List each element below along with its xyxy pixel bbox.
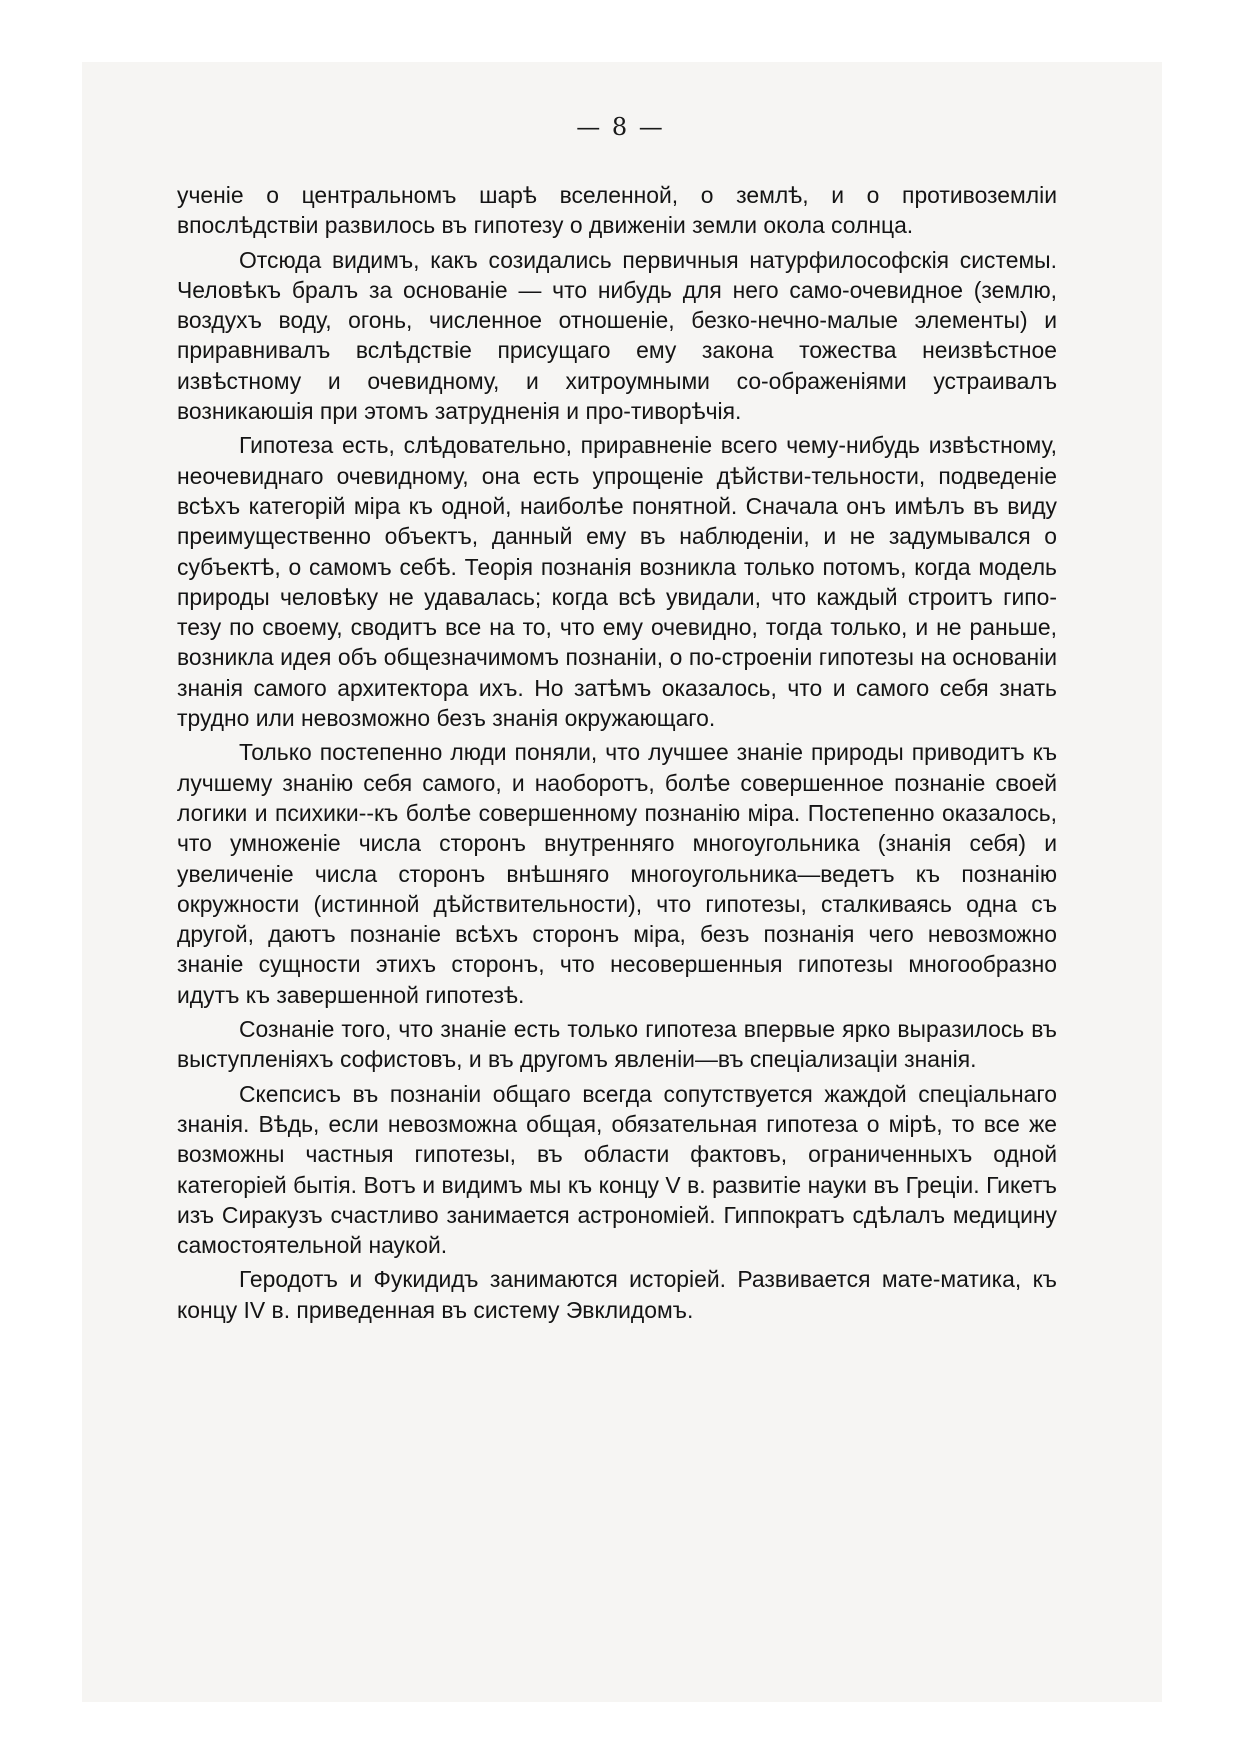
page-number: — 8 —: [576, 113, 665, 141]
paragraph-4: Только постепенно люди поняли, что лучшее знаніе природы приводитъ къ лучшему знанію себя самого, и наоборотъ, болѣе совершенное познаніе своей логики и психики--къ болѣе совершенному познанію міра. Постепенно оказалось, что умноженіе числа сторонъ внутренняго многоугольника (знанія себя) и увеличеніе числа сторонъ внѣшняго многоугольника—ведетъ къ познанію окружности (истинной дѣйствительности), что гипотезы, сталкиваясь одна съ другой, даютъ познаніе всѣхъ сторонъ міра, безъ познанія чего невозможно знаніе сущности этихъ сторонъ, что несовершенныя гипотезы многообразно идутъ къ завершенной гипотезѣ.: [177, 739, 1057, 1008]
paragraph-6: Скепсисъ въ познаніи общаго всегда сопутствуется жаждой спеціальнаго знанія. Вѣдь, если невозможна общая, обязательная гипотеза о мірѣ, то все же возможны частныя гипотезы, въ области фактовъ, ограниченныхъ одной категоріей бытія. Вотъ и видимъ мы къ концу V в. развитіе науки въ Греціи. Гикетъ изъ Сиракузъ счастливо занимается астрономіей. Гиппократъ сдѣлалъ медицину самостоятельной наукой.: [177, 1080, 1057, 1259]
paragraph-1: ученіе о центральномъ шарѣ вселенной, о землѣ, и о противоземліи впослѣдствіи развилось въ гипотезу о движеніи земли окола солнца.: [177, 182, 1057, 239]
body-text: [177, 180, 1057, 1329]
paragraph-5: Сознаніе того, что знаніе есть только гипотеза впервые ярко выразилось въ выступленіяхъ софистовъ, и въ другомъ явленіи—въ спеціализаціи знанія.: [177, 1016, 1057, 1073]
paragraph-2: Отсюда видимъ, какъ созидались первичныя натурфилософскія системы. Человѣкъ бралъ за основаніе — что нибудь для него само-очевидное (землю, воздухъ воду, огонь, численное отношеніе, безко-нечно-малые элементы) и приравнивалъ вслѣдствіе присущаго ему закона тожества неизвѣстное извѣстному и очевидному, и хитроумными со-ображеніями устраивалъ возникаюшія при этомъ затрудненія и про-тиворѣчія.: [177, 246, 1057, 425]
paragraph-7: Геродотъ и Фукидидъ занимаются исторіей. Развивается мате-матика, къ концу IV в. приведенная въ систему Эвклидомъ.: [177, 1266, 1057, 1323]
paragraph-3: Гипотеза есть, слѣдовательно, приравненіе всего чему-нибудь извѣстному, неочевиднаго очевидному, она есть упрощеніе дѣйстви-тельности, подведеніе всѣхъ категорій міра къ одной, наиболѣе понятной. Сначала онъ имѣлъ въ виду преимущественно объектъ, данный ему въ наблюденіи, и не задумывался о субъектѣ, о самомъ себѣ. Теорія познанія возникла только потомъ, когда модель природы человѣку не удавалась; когда всѣ увидали, что каждый строитъ гипо-тезу по своему, сводитъ все на то, что ему очевидно, тогда только, и не раньше, возникла идея объ общезначимомъ познаніи, о по-строеніи гипотезы на основаніи знанія самого архитектора ихъ. Но затѣмъ оказалось, что и самого себя знать трудно или невозможно безъ знанія окружающаго.: [177, 432, 1057, 732]
